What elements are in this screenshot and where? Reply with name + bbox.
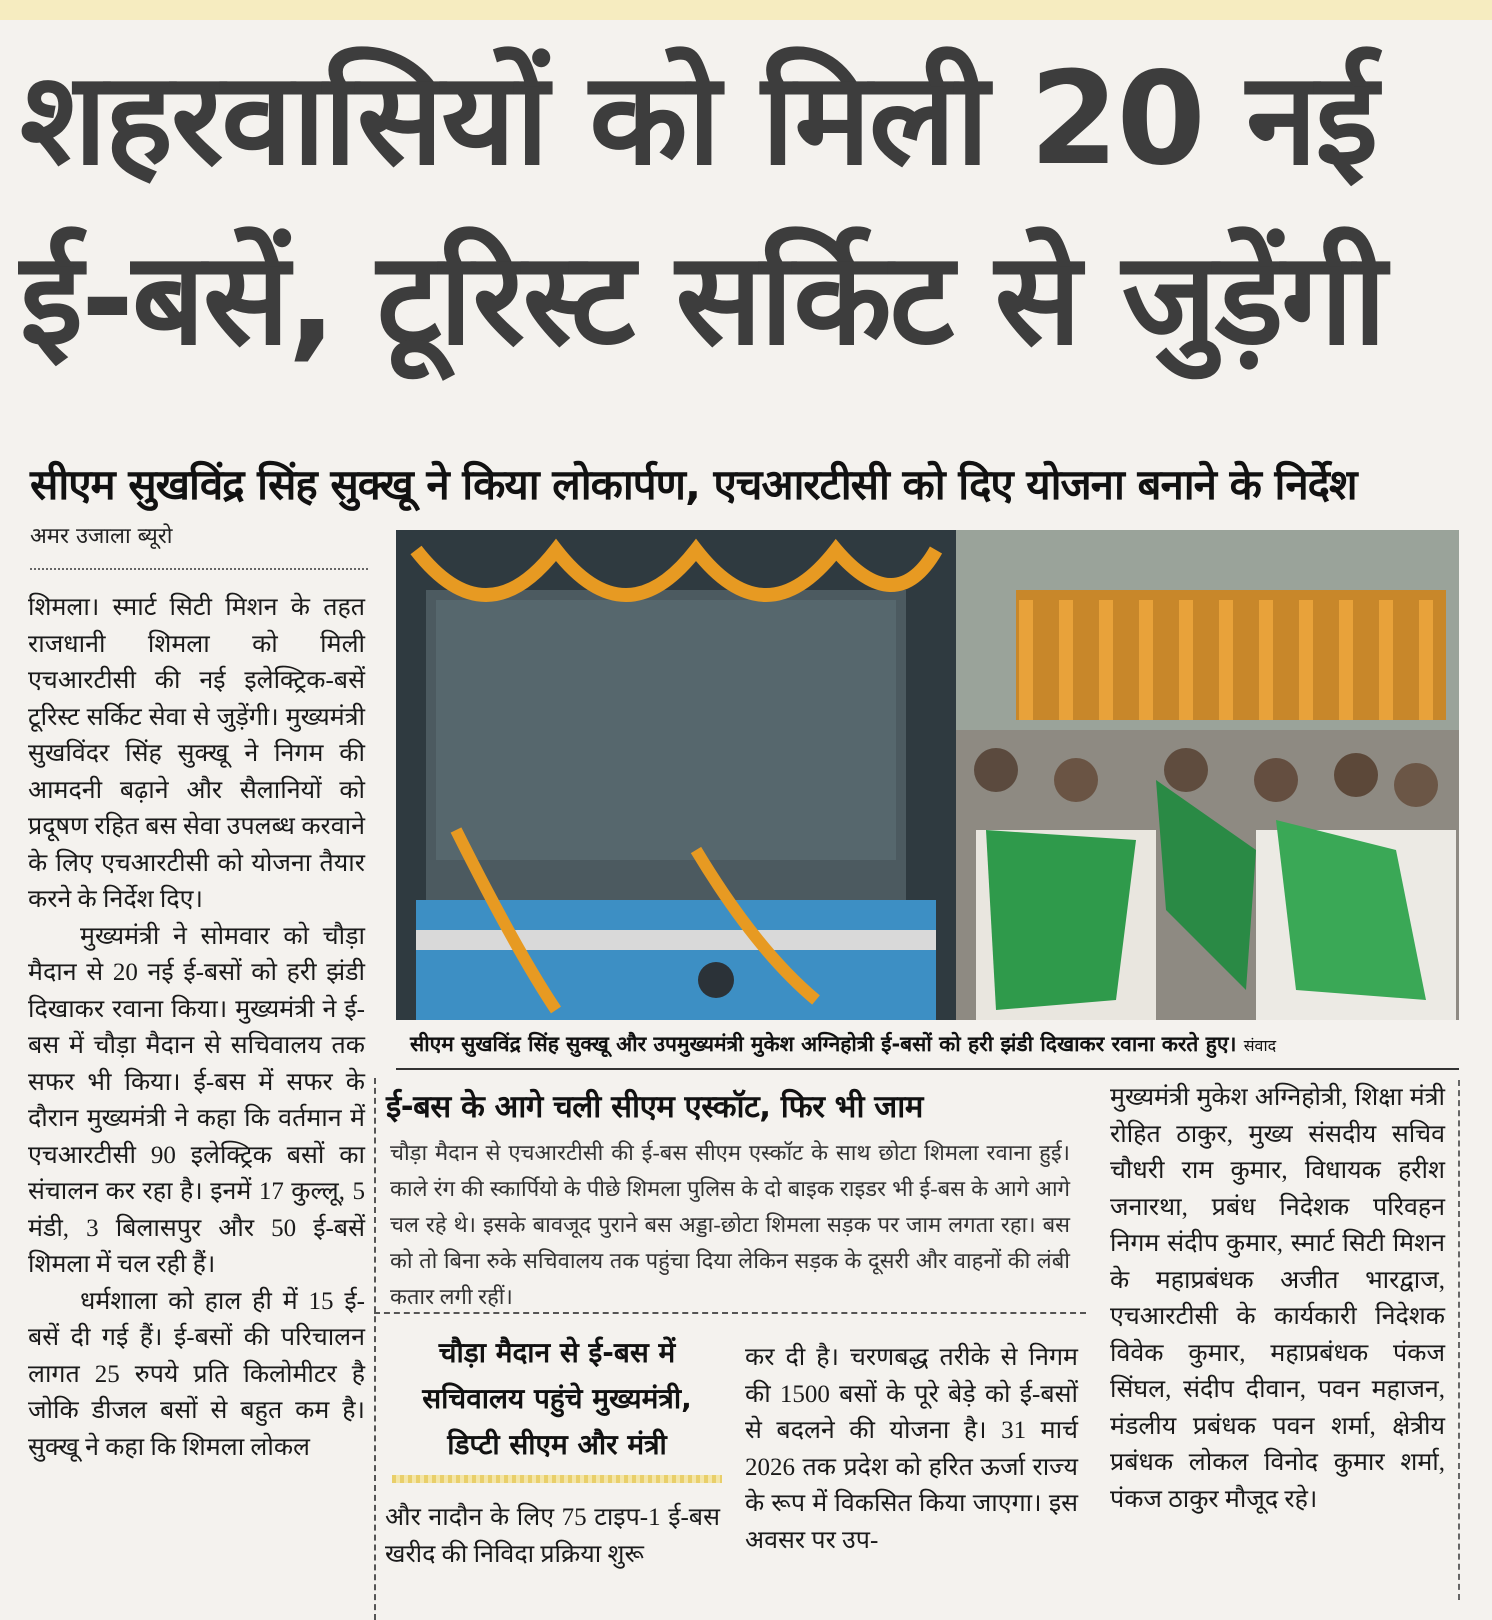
top-color-strip (0, 0, 1492, 20)
headline-line-2: ई-बसें, टूरिस्ट सर्किट से जुड़ेंगी (20, 225, 1385, 374)
main-story-para-2: मुख्यमंत्री ने सोमवार को चौड़ा मैदान से 20 नई ई-बसों को हरी झंडी दिखाकर रवाना किया। मुख्यमंत्री ने ई-बस में चौड़ा मैदान से सचिवालय तक सफर भी किया। ई-बस में सफर के दौरान मुख्यमंत्री ने कहा कि वर्तमान में एचआरटीसी 90 इलेक्ट्रिक बसों का संचालन कर रहा है। इनमें 17 कुल्लू, 5 मंडी, 3 बिलासपुर और 50 ई-बसें शिमला में चल रही हैं। (28, 922, 365, 1278)
side-heading-underline (392, 1475, 722, 1483)
main-story-column (28, 590, 365, 1466)
news-photo (396, 530, 1459, 1020)
photo-illustration (396, 530, 1459, 1020)
main-story-para-1: शिमला। स्मार्ट सिटी मिशन के तहत राजधानी शिमला को मिली एचआरटीसी की नई इलेक्ट्रिक-बसें टूरिस्ट सर्किट सेवा से जुड़ेंगी। मुख्यमंत्री सुखविंदर सिंह सुक्खू ने निगम की आमदनी बढ़ाने और सैलानियों को प्रदूषण रहित बस सेवा उपलब्ध करवाने के लिए एचआरटीसी को योजना तैयार करने के निर्देश दिए। (28, 594, 365, 913)
photo-caption-text: सीएम सुखविंद्र सिंह सुक्खू और उपमुख्यमंत्री मुकेश अग्निहोत्री ई-बसों को हरी झंडी दिखाकर रवाना करते हुए। (410, 1032, 1237, 1056)
boxed-story-text: चौड़ा मैदान से एचआरटीसी की ई-बस सीएम एस्कॉट के साथ छोटा शिमला रवाना हुई। काले रंग की स्कार्पियो के पीछे शिमला पुलिस के दो बाइक राइडर भी ई-बस के आगे आगे चल रहे थे। इसके बावजूद पुराने बस अड्डा-छोटा शिमला सड़क पर जाम लगता रहा। बस को तो बिना रुके सचिवालय तक पहुंचा दिया लेकिन सड़क के दूसरी और वाहनों की लंबी कतार लगी रहीं। (390, 1140, 1070, 1309)
continuation-column-2b: कर दी है। चरणबद्ध तरीके से निगम की 1500 बसों के पूरे बेड़े को ई-बसों से बदलने की योजना है। 31 मार्च 2026 तक प्रदेश को हरित ऊर्जा राज्य के रूप में विकसित किया जाएगा। इस अवसर पर उप- (745, 1344, 1078, 1554)
subheadline: सीएम सुखविंद्र सिंह सुक्खू ने किया लोकार्पण, एचआरटीसी को दिए योजना बनाने के निर्देश (30, 460, 1357, 509)
byline-divider (30, 568, 368, 570)
right-column-rule (1458, 1080, 1460, 1600)
continuation-column-2a: और नादौन के लिए 75 टाइप-1 ई-बस खरीद की निविदा प्रक्रिया शुरू (385, 1504, 720, 1568)
photo-caption (410, 1030, 1465, 1058)
main-story-para-3: धर्मशाला को हाल ही में 15 ई-बसें दी गई हैं। ई-बसों की परिचालन लागत 25 रुपये प्रति किलोमीटर है जोकि डीजल बसों से बहुत कम है। सुक्खू ने कहा कि शिमला लोकल (28, 1287, 365, 1461)
caption-divider (396, 1068, 1459, 1070)
photo-credit: संवाद (1243, 1036, 1277, 1055)
byline: अमर उजाला ब्यूरो (30, 524, 173, 549)
continuation-column-3: मुख्यमंत्री मुकेश अग्निहोत्री, शिक्षा मंत्री रोहित ठाकुर, मुख्य संसदीय सचिव चौधरी राम कुमार, विधायक हरीश जनारथा, प्रबंध निदेशक परिवहन निगम संदीप कुमार, स्मार्ट सिटी मिशन के महाप्रबंधक अजीत भारद्वाज, एचआरटीसी के कार्यकारी निदेशक विवेक कुमार, महाप्रबंधक पंकज सिंघल, संदीप दीवान, पवन महाजन, मंडलीय प्रबंधक पवन शर्मा, क्षेत्रीय प्रबंधक लोकल विनोद कुमार शर्मा, पंकज ठाकुर मौजूद रहे। (1110, 1084, 1445, 1513)
headline-line-1: शहरवासियों को मिली 20 नई (20, 45, 1377, 194)
side-heading: चौड़ा मैदान से ई-बस में सचिवालय पहुंचे मुख्यमंत्री, डिप्टी सीएम और मंत्री (422, 1336, 692, 1461)
boxed-story-heading: ई-बस के आगे चली सीएम एस्कॉट, फिर भी जाम (386, 1089, 923, 1125)
